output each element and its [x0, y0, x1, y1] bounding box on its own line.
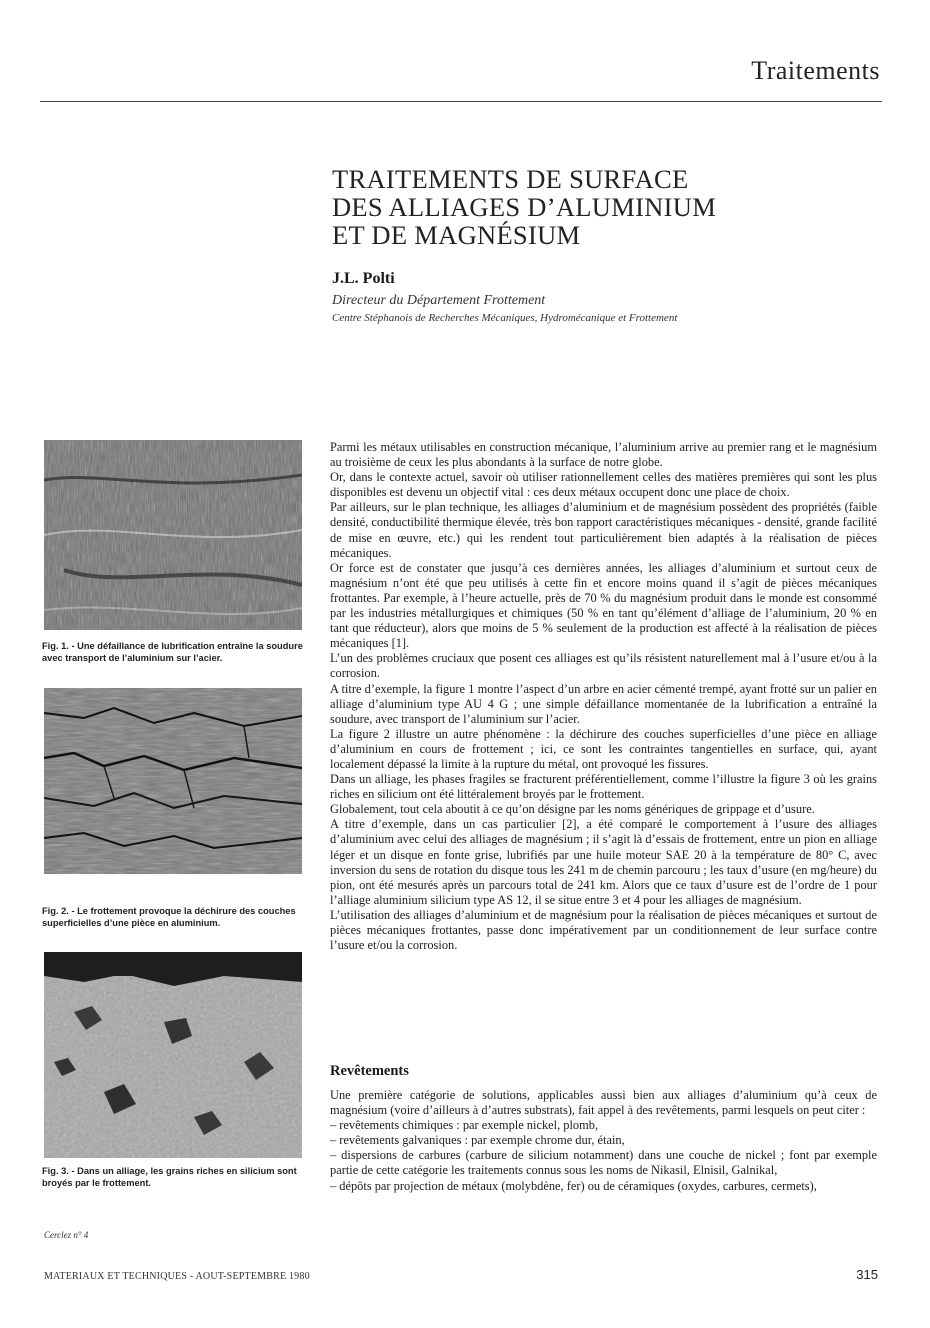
figure-1-caption: Fig. 1. - Une défaillance de lubrification entraîne la soudure avec transport de l’aluminium sur l’acier. [42, 641, 303, 663]
body-paragraph: La figure 2 illustre un autre phénomène : la déchirure des couches superficielles d’une pièce en alliage d’aluminium en cours de frottement ; ici, ce sont les contraintes tangentielles en surface, qui, ayant localement dépassé la limite à la rupture du métal, ont provoqué les fissures. [330, 726, 877, 771]
body-text [330, 440, 877, 953]
figure-1-photo [44, 440, 302, 630]
reader-service-note: Cerclez n° 4 [44, 1230, 89, 1240]
figure-3-photo [44, 952, 302, 1158]
section-header: Traitements [751, 56, 880, 85]
body-paragraph: Globalement, tout cela aboutit à ce qu’on désigne par les noms génériques de grippage et d’usure. [330, 802, 815, 817]
author-name: J.L. Polti [332, 270, 395, 287]
figure-2-caption: Fig. 2. - Le frottement provoque la déchirure des couches superficielles d’une pièce en aluminium. [42, 906, 296, 928]
body-paragraph: L’utilisation des alliages d’aluminium et de magnésium pour la réalisation de pièces mécaniques et surtout de pièces mécaniques frottantes, passe donc impérativement par un conditionnement de leur surface contre l’usure et/ou la corrosion. [330, 907, 877, 953]
section-list-item: – dépôts par projection de métaux (molybdène, fer) ou de céramiques (oxydes, carbures, cermets), [330, 1178, 817, 1193]
body-paragraph: A titre d’exemple, la figure 1 montre l’aspect d’un arbre en acier cémenté trempé, ayant frotté sur un palier en alliage d’aluminium type AU 4 G ; une simple défaillance momentanée de la lubrification a entraîné la soudure, avec transport de l’aluminium sur l’acier. [330, 681, 877, 726]
author-role: Directeur du Département Frottement [332, 293, 546, 308]
body-paragraph: Par ailleurs, sur le plan technique, les alliages d’aluminium et de magnésium possèdent des propriétés (faible densité, conductibilité thermique élevée, très bon rapport caractéristiques mécaniques - densité, grande facilité de mise en œuvre, etc.) qui les rendent tout particulièrement bien adaptés à la réalisation de pièces mécaniques. [330, 500, 877, 560]
section-list-item: – revêtements chimiques : par exemple nickel, plomb, [330, 1118, 599, 1133]
section-list-item: – revêtements galvaniques : par exemple chrome dur, étain, [330, 1133, 625, 1148]
page-number: 315 [856, 1267, 878, 1282]
section-title: Revêtements [330, 1063, 409, 1079]
figure-2-photo [44, 688, 302, 874]
body-paragraph: Dans un alliage, les phases fragiles se fracturent préférentiellement, comme l’illustre la figure 3 où les grains riches en silicium ont été littéralement broyés par le frottement. [330, 772, 877, 802]
section-list-item: – dispersions de carbures (carbure de silicium notamment) dans une couche de nickel ; font par exemple partie de cette catégorie les traitements connus sous les noms de Nikasil, Elnisil, Galnikal, [330, 1148, 877, 1178]
article-title [332, 165, 852, 249]
section-text [330, 1088, 877, 1194]
title-line-1: TRAITEMENTS DE SURFACE [332, 164, 689, 194]
title-line-3: ET DE MAGNÉSIUM [332, 220, 581, 250]
body-paragraph: Or force est de constater que jusqu’à ces dernières années, les alliages d’aluminium et surtout ceux de magnésium n’ont été que peu utilisés à cette fin et encore moins quand il s’agit de pièces mécaniques frottantes. Par exemple, à l’heure actuelle, près de 70 % du magnésium produit dans le monde est consommé par les industries métallurgiques et chimiques (50 % en tant qu’élément d’alliage de l’aluminium, 20 % en tant que réducteur), alors que moins de 5 % seulement de la production est affecté à la réalisation de pièces mécaniques [1]. [330, 560, 877, 651]
section-paragraph: Une première catégorie de solutions, applicables aussi bien aux alliages d’aluminium qu’à ceux de magnésium (voire d’ailleurs à d’autres substrats), fait appel à des revêtements, parmi lesquels on peut citer : [330, 1088, 877, 1118]
body-paragraph: L’un des problèmes cruciaux que posent ces alliages est qu’ils résistent naturellement mal à l’usure et/ou à la corrosion. [330, 651, 877, 681]
header-rule [40, 101, 882, 102]
title-line-2: DES ALLIAGES D’ALUMINIUM [332, 192, 717, 222]
journal-footer: MATERIAUX ET TECHNIQUES - AOUT-SEPTEMBRE 1980 [44, 1271, 310, 1282]
body-paragraph: Or, dans le contexte actuel, savoir où utiliser rationnellement celles des matières premières qui sont les plus disponibles est devenu un objectif vital : ces deux métaux occupent donc une place de choix. [330, 470, 877, 500]
body-paragraph: A titre d’exemple, dans un cas particulier [2], a été comparé le comportement à l’usure des alliages d’aluminium avec celui des alliages de magnésium ; il s’agit là d’essais de frottement, entre un pion en alliage léger et un disque en fonte grise, lubrifiés par une huile moteur SAE 20 à la température de 80° C, avec inversion du sens de rotation du disque tous les 241 m de chemin parcouru ; les taux d’usure (en mg/heure) du pion, ont été mesurés après un parcours total de 241 km. Alors que ce taux d’usure est de l’ordre de 1 pour l’alliage aluminium silicium type AS 12, il se situe entre 3 et 4 pour les alliages de magnésium. [330, 817, 877, 907]
author-affiliation: Centre Stéphanois de Recherches Mécaniques, Hydromécanique et Frottement [332, 312, 678, 324]
figure-3-caption: Fig. 3. - Dans un alliage, les grains riches en silicium sont broyés par le frottement. [42, 1166, 297, 1188]
body-paragraph: Parmi les métaux utilisables en construction mécanique, l’aluminium arrive au premier rang et le magnésium au troisième de ceux les plus abondants à la surface de notre globe. [330, 440, 877, 470]
